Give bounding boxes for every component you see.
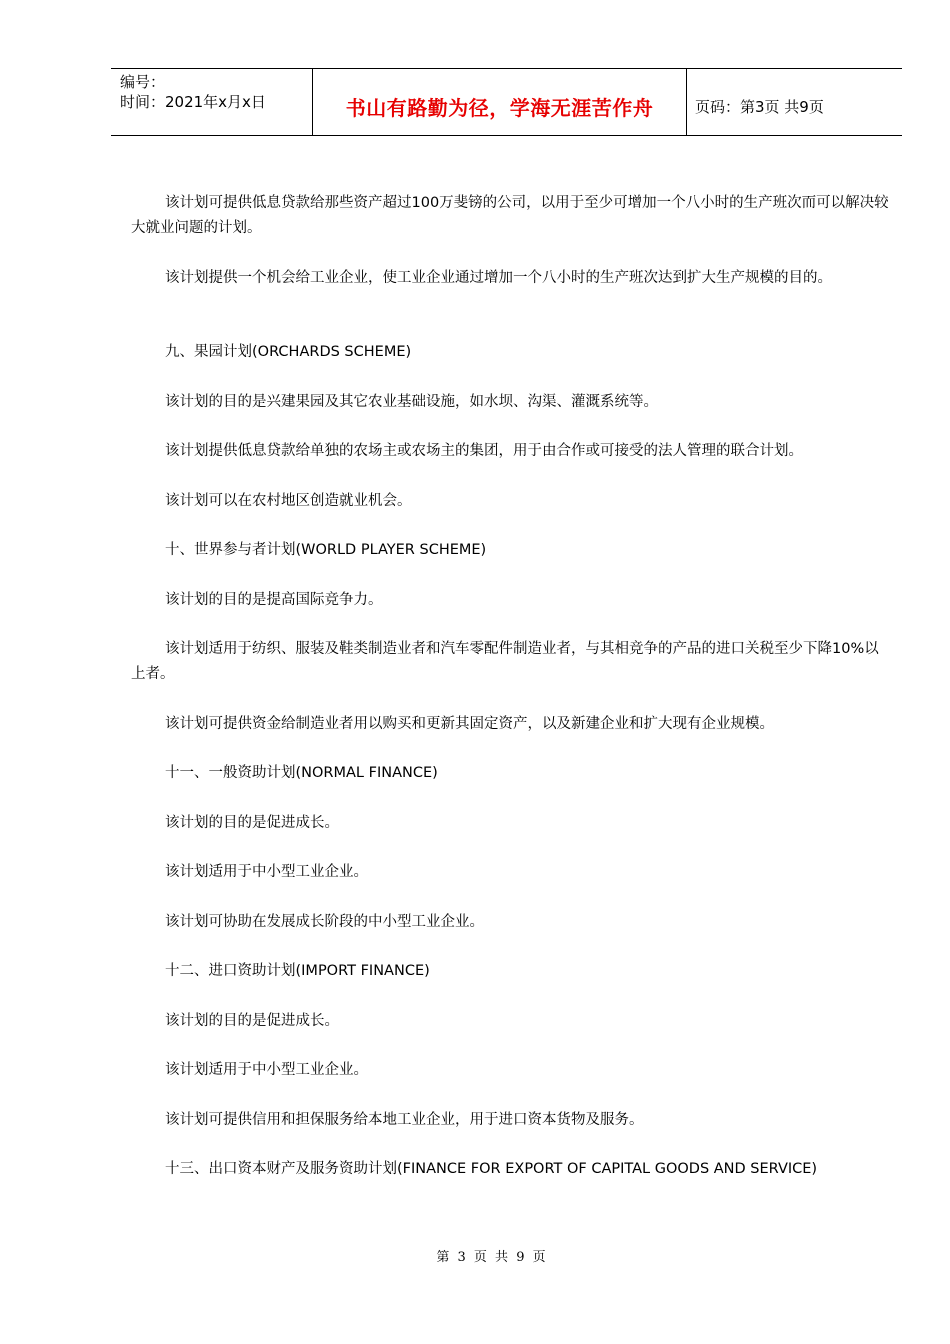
section-heading-10: 十、世界参与者计划(WORLD PLAYER SCHEME)	[165, 542, 487, 558]
section-heading-11: 十一、一般资助计划(NORMAL FINANCE)	[165, 765, 438, 781]
blank-line	[131, 315, 893, 340]
page-footer	[0, 1246, 950, 1265]
paragraph: 该计划可以在农村地区创造就业机会。	[165, 492, 412, 509]
motto-text: 书山有路勤为径，学海无涯苦作舟	[345, 95, 654, 120]
footer-page-number: 第 3 页 共 9 页	[436, 1250, 546, 1265]
section-heading-12: 十二、进口资助计划(IMPORT FINANCE)	[165, 963, 430, 979]
paragraph: 该计划的目的是促进成长。	[165, 1012, 339, 1029]
paragraph: 该计划适用于中小型工业企业。	[165, 1062, 368, 1078]
paragraph: 该计划提供低息贷款给单独的农场主或农场主的集团，用于由合作或可接受的法人管理的联合计划。	[165, 443, 803, 459]
paragraph: 该计划可协助在发展成长阶段的中小型工业企业。	[165, 913, 484, 930]
paragraph: 该计划适用于纺织、服装及鞋类制造业者和汽车零配件制造业者，与其相竞争的产品的进口关税至少下降10%以上者。	[131, 641, 879, 682]
page-label: 页码：第3页 共9页	[695, 97, 824, 116]
section-heading-13: 十三、出口资本财产及服务资助计划(FINANCE FOR EXPORT OF CAPITAL GOODS AND SERVICE)	[165, 1161, 818, 1177]
header-page-cell	[687, 69, 902, 135]
paragraph: 该计划可提供低息贷款给那些资产超过100万斐镑的公司，以用于至少可增加一个八小时的生产班次而可以解决较大就业问题的计划。	[131, 195, 889, 236]
paragraph: 该计划的目的是提高国际竞争力。	[165, 591, 383, 608]
paragraph: 该计划可提供信用和担保服务给本地工业企业，用于进口资本货物及服务。	[165, 1111, 644, 1128]
paragraph: 该计划提供一个机会给工业企业，使工业企业通过增加一个八小时的生产班次达到扩大生产规模的目的。	[165, 269, 832, 286]
page-header	[111, 68, 902, 136]
number-label: 编号：	[120, 73, 166, 91]
header-motto-cell	[313, 69, 687, 135]
paragraph: 该计划的目的是促进成长。	[165, 814, 339, 831]
paragraph: 该计划可提供资金给制造业者用以购买和更新其固定资产，以及新建企业和扩大现有企业规模。	[165, 715, 774, 732]
header-info-cell	[111, 69, 313, 135]
paragraph: 该计划适用于中小型工业企业。	[165, 864, 368, 880]
paragraph: 该计划的目的是兴建果园及其它农业基础设施，如水坝、沟渠、灌溉系统等。	[165, 393, 658, 410]
document-body	[131, 191, 893, 1207]
date-label: 时间：2021年x月x日	[120, 93, 266, 111]
section-heading-9: 九、果园计划(ORCHARDS SCHEME)	[165, 344, 412, 360]
